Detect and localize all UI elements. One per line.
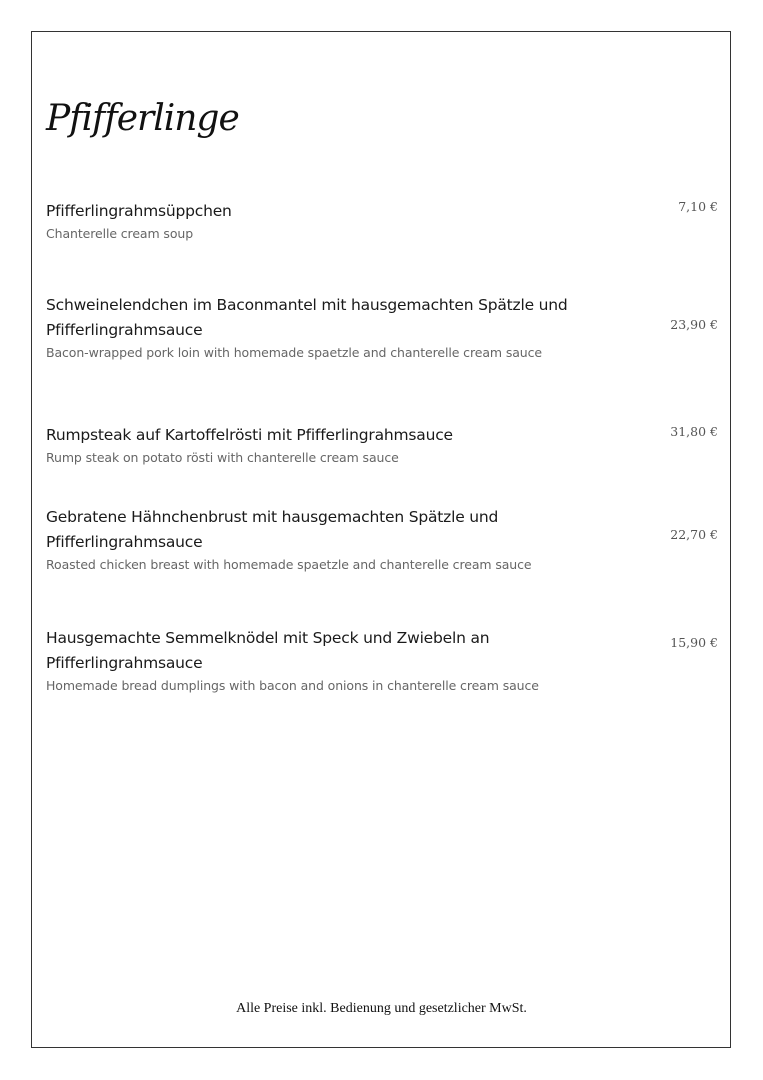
menu-item-name: Pfifferlingrahmsüppchen xyxy=(46,202,232,220)
menu-item-description: Homemade bread dumplings with bacon and onions in chanterelle cream sauce xyxy=(46,678,539,693)
menu-item-price: 15,90 € xyxy=(670,635,718,650)
menu-item-description: Bacon-wrapped pork loin with homemade spaetzle and chanterelle cream sauce xyxy=(46,345,542,360)
menu-item-description: Roasted chicken breast with homemade spaetzle and chanterelle cream sauce xyxy=(46,557,532,572)
menu-item-name: Rumpsteak auf Kartoffelrösti mit Pfifferlingrahmsauce xyxy=(46,426,453,444)
price-footnote: Alle Preise inkl. Bedienung und gesetzlicher MwSt. xyxy=(236,1001,527,1016)
page-title: Pfifferlinge xyxy=(46,98,239,139)
menu-item xyxy=(46,293,718,362)
menu-item-price: 31,80 € xyxy=(670,424,718,439)
menu-item-price: 7,10 € xyxy=(678,199,718,214)
menu-item-name: Gebratene Hähnchenbrust mit hausgemachten Spätzle und Pfifferlingrahmsauce xyxy=(46,508,499,551)
menu-item-price: 22,70 € xyxy=(670,527,718,542)
menu-item xyxy=(46,505,718,574)
menu-item xyxy=(46,199,718,243)
menu-item-description: Rump steak on potato rösti with chanterelle cream sauce xyxy=(46,450,399,465)
menu-item-name: Schweinelendchen im Baconmantel mit hausgemachten Spätzle und Pfifferlingrahmsauce xyxy=(46,296,568,339)
menu-item xyxy=(46,626,718,695)
menu-item xyxy=(46,423,718,467)
menu-item-description: Chanterelle cream soup xyxy=(46,226,194,241)
menu-item-price: 23,90 € xyxy=(670,317,718,332)
menu-item-name: Hausgemachte Semmelknödel mit Speck und Zwiebeln an Pfifferlingrahmsauce xyxy=(46,629,490,672)
